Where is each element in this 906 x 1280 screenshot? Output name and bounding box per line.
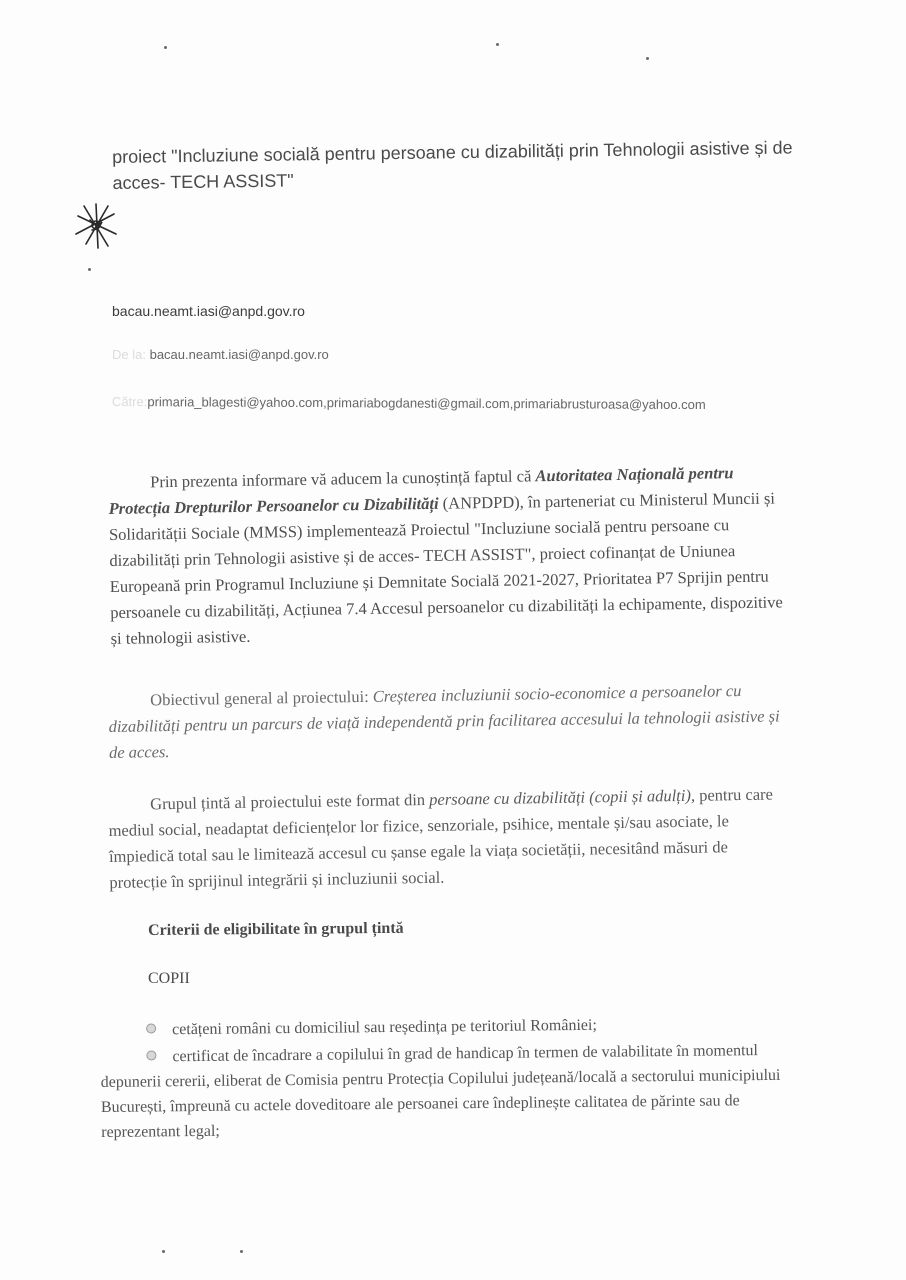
eligibility-list <box>100 1011 791 1145</box>
sender-address: bacau.neamt.iasi@anpd.gov.ro <box>112 303 305 319</box>
list-item <box>100 1038 791 1145</box>
paragraph-target-group <box>108 781 790 896</box>
scan-speck <box>646 57 649 60</box>
objective-text: Creșterea incluziunii socio-economice a persoanelor cu dizabilități pentru un parcurs de viață independentă prin facilitarea accesului la tehnologii asistive și de acces. <box>108 681 780 762</box>
scan-speck <box>240 1250 243 1253</box>
authority-name: Autoritatea Națională pentru Protecția Drepturilor Persoanelor cu Dizabilități <box>108 463 734 518</box>
email-subject: proiect "Incluziune socială pentru persoane cu dizabilități prin Tehnologii asistive și de acces- TECH ASSIST" <box>112 137 793 193</box>
list-item-text: cetățeni români cu domiciliul sau reședința pe teritoriul României; <box>172 1016 597 1039</box>
bullet-icon <box>146 1023 156 1033</box>
scan-speck <box>88 268 91 271</box>
to-addresses: primaria_blagesti@yahoo.com,primariabogdanesti@gmail.com,primariabrusturoasa@yahoo.com <box>147 394 706 413</box>
target-group-rest: pentru care mediul social, neadaptat deficiențelor lor fizice, senzoriale, psihice, mentale și/sau asociate, le împiedică total sau le limitează accesul cu șanse egale la viața societății, necesitând măsuri de protecție în sprijinul integrării și incluziunii social. <box>108 784 774 892</box>
objective-label: Obiectivul general al proiectului: <box>150 686 373 710</box>
criteria-heading: Criterii de eligibilitate în grupul țintă <box>148 919 404 939</box>
to-label: Către: <box>111 394 148 410</box>
to-line <box>112 394 706 412</box>
scan-speck <box>496 43 499 46</box>
list-item-text: certificat de încadrare a copilului în grad de handicap în termen de valabilitate în momentul depunerii cererii, eliberat de Comisia pentru Protecția Copilului județeană/locală a sectorului municipiului București, împreună cu actele doveditoare ale persoanei care îndeplinește calitatea de părinte sau de reprezentant legal; <box>100 1042 781 1141</box>
from-label: De la: <box>112 347 146 362</box>
bullet-icon <box>146 1050 156 1060</box>
intro-text: Prin prezenta informare vă aducem la cunoștință faptul că <box>150 466 536 492</box>
target-group-emphasis: persoane cu dizabilități (copii și adulți), <box>429 785 696 809</box>
paragraph-intro <box>108 459 791 652</box>
paragraph-objective <box>108 677 789 766</box>
scan-speck <box>162 1250 165 1253</box>
copii-heading: COPII <box>148 970 190 987</box>
from-address: bacau.neamt.iasi@anpd.gov.ro <box>149 347 329 362</box>
from-line <box>112 347 329 362</box>
scribble-mark-icon <box>72 200 120 252</box>
intro-rest: (ANPDPD), în parteneriat cu Ministerul Muncii și Solidarității Sociale (MMSS) implementează Proiectul "Incluziune socială pentru persoane cu dizabilități prin Tehnologii asistive și de acces- TECH ASSIST", proiect cofinanțat de Uniunea Europeană prin Programul Incluziune și Demnitate Socială 2021-2027, Prioritatea P7 Sprijin pentru persoanele cu dizabilități, Acțiunea 7.4 Accesul persoanelor cu dizabilități la echipamente, dispozitive și tehnologii asistive. <box>108 488 783 648</box>
scan-speck <box>164 46 167 49</box>
target-group-text: Grupul țintă al proiectului este format din <box>150 789 430 814</box>
